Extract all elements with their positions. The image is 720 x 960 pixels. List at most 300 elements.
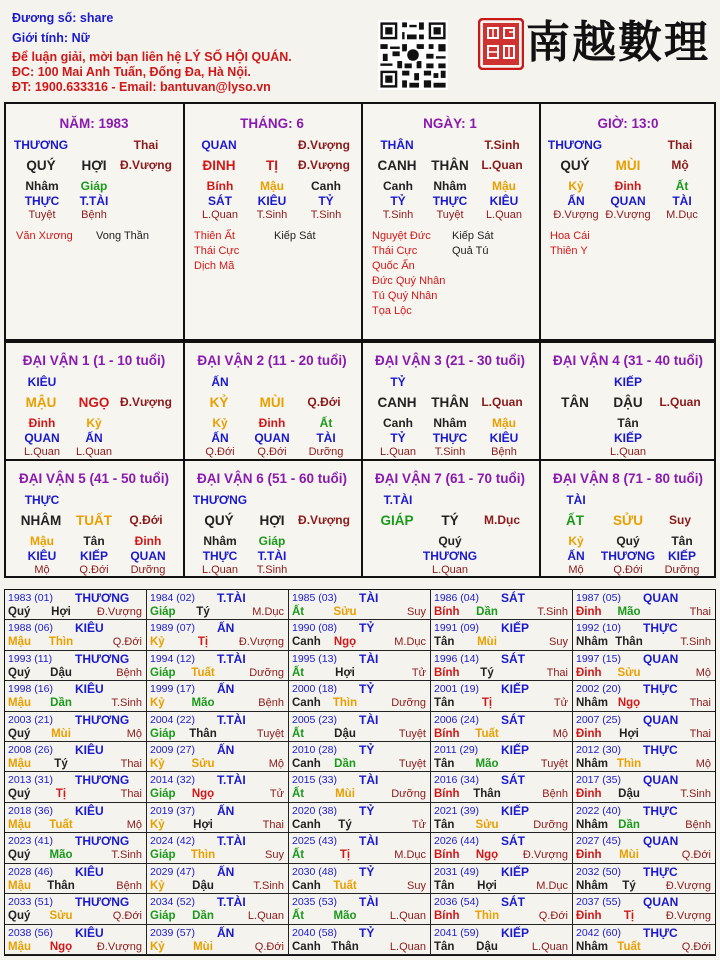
- year-label: 2031 (49): [434, 865, 479, 878]
- pillar-title: GIỜ: 13:0: [597, 116, 659, 131]
- year-stage: Mộ: [126, 727, 142, 740]
- year-stage: Bệnh: [116, 666, 142, 679]
- year-stem: Ất: [292, 727, 305, 740]
- year-branch: Thìn: [616, 758, 642, 771]
- hidden-god: QUAN: [24, 431, 60, 445]
- hidden-god: KIÊU: [27, 549, 57, 563]
- year-star: TÀI: [359, 712, 379, 727]
- year-stage: T.Sinh: [111, 849, 142, 862]
- year-star: THỰC: [643, 864, 678, 879]
- year-stem: Tân: [434, 940, 455, 953]
- year-cell: [289, 894, 431, 924]
- hidden-stage: L.Quan: [431, 564, 469, 576]
- hidden-stage: Tuyệt: [436, 209, 464, 221]
- year-stage: Đ.Vượng: [238, 636, 284, 649]
- stage-label: Đ.Vượng: [298, 138, 350, 152]
- year-label: 1990 (08): [292, 622, 337, 635]
- year-branch: Mão: [49, 849, 73, 862]
- year-stage: Mộ: [695, 758, 711, 771]
- year-star: ẤN: [217, 743, 235, 758]
- year-label: 2007 (25): [576, 713, 621, 726]
- hidden-god: KIẾP: [79, 549, 109, 563]
- year-star: TỶ: [359, 864, 375, 879]
- year-branch: Dần: [50, 697, 72, 710]
- year-cell: [5, 681, 147, 711]
- dai-van-god: THƯƠNG: [192, 493, 248, 507]
- year-stage: Dưỡng: [249, 666, 284, 679]
- hidden-stem: Bính: [206, 179, 234, 193]
- year-stage: Thai: [689, 606, 711, 618]
- year-stem: Nhâm: [576, 636, 608, 649]
- stage-label: Thai: [133, 138, 159, 152]
- year-stage: Thai: [120, 788, 142, 801]
- year-stem: Ất: [292, 666, 305, 679]
- year-stem: Đinh: [576, 788, 602, 801]
- hidden-stage: Tuyệt: [28, 209, 56, 221]
- hidden-god: QUAN: [254, 431, 290, 445]
- year-stage: M.Dục: [394, 636, 426, 649]
- year-branch: Thìn: [332, 697, 358, 710]
- year-stem: Kỷ: [150, 879, 165, 892]
- year-stem: Mậu: [8, 697, 31, 710]
- hidden-god: THỰC: [24, 194, 60, 208]
- year-stem: Bính: [434, 606, 460, 618]
- year-cell: [573, 925, 715, 955]
- year-label: 2030 (48): [292, 865, 337, 878]
- year-cell: [573, 833, 715, 863]
- year-stem: Mậu: [8, 758, 31, 771]
- pillar-4: [540, 104, 718, 339]
- year-star: THƯƠNG: [75, 895, 130, 910]
- hidden-god: T.TÀI: [257, 549, 287, 563]
- year-branch: Ngọ: [49, 940, 73, 953]
- year-label: 2027 (45): [576, 835, 621, 848]
- hidden-stage: L.Quan: [201, 209, 239, 221]
- year-branch: Tuất: [617, 940, 641, 953]
- year-cell: [431, 681, 573, 711]
- year-stem: Kỷ: [150, 697, 165, 710]
- year-stage: Suy: [265, 849, 284, 862]
- dai-van-title: ĐẠI VẬN 6 (51 - 60 tuổi): [196, 471, 348, 486]
- year-branch: Hợi: [619, 727, 639, 740]
- year-stem: Nhâm: [576, 697, 608, 710]
- year-star: TỶ: [359, 743, 375, 758]
- hidden-stem: Đinh: [258, 416, 286, 430]
- hidden-stage: Đ.Vượng: [605, 209, 651, 221]
- year-stem: Quý: [8, 788, 31, 801]
- year-label: 1986 (04): [434, 592, 479, 604]
- year-star: QUAN: [643, 773, 679, 788]
- year-cell: [289, 772, 431, 802]
- hidden-stem: Canh: [383, 179, 413, 193]
- hidden-stage: T.Sinh: [382, 209, 414, 221]
- branch-status: Q.Đới: [129, 513, 163, 527]
- year-cell: [289, 620, 431, 650]
- year-label: 1998 (16): [8, 683, 53, 696]
- hidden-stage: Q.Đới: [79, 564, 109, 576]
- year-star: KIÊU: [75, 682, 104, 697]
- hidden-god: SÁT: [208, 194, 232, 208]
- year-star: THƯƠNG: [75, 773, 130, 788]
- year-branch: Dậu: [476, 940, 498, 953]
- year-stage: T.Sinh: [253, 879, 284, 892]
- year-label: 2016 (34): [434, 774, 479, 787]
- stage-label: T.Sinh: [484, 138, 520, 152]
- gender-line: Giới tính: Nữ: [12, 31, 90, 45]
- year-stem: Đinh: [576, 849, 602, 862]
- hidden-stage: L.Quan: [201, 564, 239, 576]
- year-label: 2036 (54): [434, 896, 479, 909]
- hidden-stem: Mậu: [260, 179, 284, 193]
- hidden-god: KIÊU: [489, 194, 519, 208]
- hidden-stage: L.Quan: [485, 209, 523, 221]
- dai-van-title: ĐẠI VẬN 8 (71 - 80 tuổi): [552, 471, 704, 486]
- year-star: QUAN: [643, 834, 679, 849]
- year-stem: Bính: [434, 910, 460, 923]
- year-star: SÁT: [501, 591, 525, 605]
- year-cell: [431, 620, 573, 650]
- year-branch: Tị: [339, 849, 351, 862]
- year-label: 2000 (18): [292, 683, 337, 696]
- main-star: QUAN: [201, 138, 237, 152]
- year-star: KIẾP: [501, 925, 530, 940]
- hidden-stem: Tân: [83, 534, 105, 548]
- dai-van-1: [6, 343, 184, 459]
- hidden-god: THỰC: [432, 194, 468, 208]
- hidden-stem: Mậu: [30, 534, 54, 548]
- year-stage: Tuyệt: [398, 727, 426, 740]
- hidden-stem: Nhâm: [433, 179, 467, 193]
- year-cell: [289, 681, 431, 711]
- dai-van-2: [184, 343, 362, 459]
- year-cell: [147, 864, 289, 894]
- year-branch: Thìn: [190, 849, 216, 862]
- year-star: THỰC: [643, 621, 678, 636]
- year-stage: L.Quan: [531, 940, 568, 953]
- branch-status: L.Quan: [481, 395, 523, 409]
- year-star: ẤN: [217, 621, 235, 636]
- year-star: ẤN: [217, 682, 235, 697]
- hidden-god: TỶ: [390, 431, 406, 445]
- year-label: 1984 (02): [150, 592, 195, 604]
- year-stem: Kỷ: [150, 758, 165, 771]
- year-stage: L.Quan: [247, 910, 284, 923]
- year-stage: Suy: [407, 879, 426, 892]
- hidden-god: KIÊU: [257, 194, 287, 208]
- year-cell: [5, 651, 147, 681]
- year-label: 2032 (50): [576, 865, 621, 878]
- year-branch: Sửu: [333, 606, 357, 618]
- year-star: QUAN: [643, 895, 679, 910]
- hidden-stage: Mộ: [568, 564, 584, 576]
- year-label: 2025 (43): [292, 835, 337, 848]
- year-star: THƯƠNG: [75, 651, 130, 666]
- year-branch: Mão: [617, 606, 641, 618]
- hidden-god: TỶ: [318, 194, 334, 208]
- year-branch: Thân: [47, 879, 75, 892]
- year-star: KIÊU: [75, 621, 104, 636]
- year-star: SÁT: [501, 651, 525, 666]
- year-label: 2021 (39): [434, 804, 479, 817]
- year-cell: [573, 620, 715, 650]
- year-branch: Hợi: [51, 606, 71, 618]
- pillar-1: [6, 104, 184, 339]
- year-stem: Bính: [434, 727, 460, 740]
- bad-star: Kiếp Sát: [274, 230, 316, 242]
- qr-code-icon[interactable]: [378, 20, 448, 90]
- year-branch: Mùi: [619, 849, 639, 862]
- hidden-god: THƯƠNG: [422, 549, 478, 563]
- dai-van-title: ĐẠI VẬN 3 (21 - 30 tuổi): [374, 353, 526, 368]
- year-stem: Quý: [8, 727, 31, 740]
- hidden-stage: L.Quan: [609, 446, 647, 458]
- year-branch: Dậu: [334, 727, 356, 740]
- year-branch: Ngọ: [617, 697, 641, 710]
- bad-star: Kiếp Sát: [452, 230, 494, 242]
- branch-status: Đ.Vượng: [120, 395, 172, 409]
- good-star: Dịch Mã: [194, 260, 235, 272]
- year-label: 2033 (51): [8, 896, 53, 909]
- hidden-stem: Canh: [311, 179, 341, 193]
- year-stem: Quý: [8, 666, 31, 679]
- year-cell: [573, 590, 715, 620]
- hidden-stem: Canh: [383, 416, 413, 430]
- year-stem: Giáp: [150, 910, 176, 923]
- year-branch: Thân: [331, 940, 359, 953]
- year-branch: Tị: [623, 910, 635, 923]
- year-star: TÀI: [359, 834, 379, 849]
- heavenly-stem: NHÂM: [20, 513, 62, 528]
- year-star: KIẾP: [501, 803, 530, 818]
- good-star: Văn Xương: [16, 230, 73, 242]
- year-label: 2010 (28): [292, 744, 337, 757]
- year-stem: Ất: [292, 606, 305, 618]
- hidden-stem: Kỷ: [212, 416, 228, 430]
- hidden-stem: Ất: [675, 179, 689, 193]
- year-star: T.TÀI: [217, 834, 246, 849]
- year-label: 1987 (05): [576, 592, 621, 604]
- year-stage: Tuyệt: [398, 758, 426, 771]
- hidden-stage: T.Sinh: [256, 209, 288, 221]
- pillar-title: THÁNG: 6: [240, 116, 304, 131]
- dai-van-8: [540, 461, 718, 577]
- year-branch: Dậu: [50, 666, 72, 679]
- year-stage: Q.Đới: [112, 636, 142, 649]
- year-cell: [289, 590, 431, 620]
- year-cell: [147, 590, 289, 620]
- hidden-god: KIẾP: [613, 431, 643, 445]
- year-label: 2041 (59): [434, 926, 479, 939]
- year-cell: [573, 651, 715, 681]
- year-label: 2022 (40): [576, 804, 621, 817]
- year-stem: Nhâm: [576, 758, 608, 771]
- year-label: 2034 (52): [150, 896, 195, 909]
- dai-van-god: ẤN: [211, 375, 229, 389]
- hidden-stem: Tân: [617, 416, 639, 430]
- year-branch: Tý: [196, 606, 210, 618]
- hidden-stem: Kỷ: [86, 416, 102, 430]
- heavenly-stem: KỶ: [209, 395, 229, 410]
- hidden-god: TỶ: [390, 194, 406, 208]
- year-label: 2024 (42): [150, 835, 195, 848]
- year-cell: [5, 925, 147, 955]
- hidden-stage: Dưỡng: [308, 446, 344, 458]
- year-cell: [147, 803, 289, 833]
- year-stage: Dưỡng: [533, 818, 568, 831]
- year-label: 2013 (31): [8, 774, 53, 787]
- hidden-stem: Nhâm: [203, 534, 237, 548]
- year-branch: Mão: [191, 697, 215, 710]
- heavenly-stem: GIÁP: [380, 513, 414, 528]
- heavenly-stem: ẤT: [566, 513, 584, 528]
- dai-van-god: TÀI: [566, 493, 586, 507]
- year-label: 2003 (21): [8, 713, 53, 726]
- year-label: 1991 (09): [434, 622, 479, 635]
- earthly-branch: DẬU: [613, 395, 643, 410]
- earthly-branch: THÂN: [431, 158, 469, 173]
- earthly-branch: HỢI: [81, 158, 107, 173]
- year-stage: Mộ: [695, 666, 711, 679]
- heavenly-stem: MẬU: [25, 395, 57, 410]
- year-cell: [431, 590, 573, 620]
- hidden-stage: Đ.Vượng: [553, 209, 599, 221]
- year-stem: Ất: [292, 788, 305, 801]
- earthly-branch: MÙI: [259, 395, 285, 410]
- hidden-god: THƯƠNG: [600, 549, 656, 563]
- year-cell: [573, 681, 715, 711]
- hidden-god: KIẾP: [667, 549, 697, 563]
- good-star: Tú Quý Nhân: [372, 290, 438, 302]
- heavenly-stem: QUÝ: [204, 513, 234, 528]
- year-cell: [289, 712, 431, 742]
- year-stage: Tử: [553, 697, 568, 710]
- year-stem: Tân: [434, 758, 455, 771]
- year-stage: M.Dục: [394, 849, 426, 862]
- year-branch: Thân: [189, 727, 217, 740]
- year-branch: Ngọ: [475, 849, 499, 862]
- header: [0, 0, 720, 100]
- year-stage: Mộ: [126, 818, 142, 831]
- year-stage: Đ.Vượng: [96, 606, 142, 618]
- good-star: Đức Quý Nhân: [372, 275, 446, 287]
- hidden-god: ẤN: [567, 194, 585, 208]
- year-stem: Giáp: [150, 849, 176, 862]
- hidden-stem: Mậu: [492, 179, 516, 193]
- hidden-stage: Mộ: [34, 564, 50, 576]
- year-cell: [431, 712, 573, 742]
- year-branch: Mùi: [335, 788, 355, 801]
- phone-email-line: ĐT: 1900.633316 - Email: bantuvan@lyso.vn: [12, 80, 271, 94]
- year-label: 2005 (23): [292, 713, 337, 726]
- dai-van-7: [362, 461, 540, 577]
- hidden-stem: Mậu: [492, 416, 516, 430]
- year-cell: [431, 742, 573, 772]
- year-stage: Thai: [689, 727, 711, 740]
- year-cell: [147, 742, 289, 772]
- earthly-branch: TÝ: [441, 513, 459, 528]
- year-star: ẤN: [217, 803, 235, 818]
- year-label: 2029 (47): [150, 865, 195, 878]
- year-branch: Tuất: [333, 879, 357, 892]
- year-branch: Mão: [333, 910, 357, 923]
- hidden-god: QUAN: [610, 194, 646, 208]
- hidden-god: TÀI: [316, 431, 336, 445]
- year-stage: Thai: [262, 818, 284, 831]
- dai-van-title: ĐẠI VẬN 5 (41 - 50 tuổi): [18, 471, 170, 486]
- year-star: KIẾP: [501, 682, 530, 697]
- year-label: 2042 (60): [576, 926, 621, 939]
- year-branch: Tị: [197, 636, 209, 649]
- year-star: TỶ: [359, 803, 375, 818]
- year-branch: Thìn: [48, 636, 74, 649]
- year-branch: Tý: [338, 818, 352, 831]
- year-cell: [5, 772, 147, 802]
- year-branch: Mùi: [477, 636, 497, 649]
- year-star: THƯƠNG: [75, 591, 130, 605]
- year-branch: Thân: [473, 788, 501, 801]
- year-label: 2009 (27): [150, 744, 195, 757]
- year-cell: [5, 742, 147, 772]
- year-stem: Đinh: [576, 910, 602, 923]
- year-label: 1999 (17): [150, 683, 195, 696]
- earthly-branch: NGỌ: [78, 395, 110, 410]
- earthly-branch: TỊ: [266, 158, 278, 173]
- year-label: 1983 (01): [8, 592, 53, 604]
- good-star: Thái Cực: [372, 245, 418, 257]
- year-star: T.TÀI: [217, 591, 246, 605]
- hidden-god: QUAN: [130, 549, 166, 563]
- year-star: KIÊU: [75, 864, 104, 879]
- year-stage: Tuyệt: [540, 758, 568, 771]
- hidden-stage: Dưỡng: [664, 564, 700, 576]
- good-star: Thái Cực: [194, 245, 240, 257]
- year-branch: Thìn: [474, 910, 500, 923]
- year-label: 2039 (57): [150, 926, 195, 939]
- heavenly-stem: ĐINH: [202, 158, 236, 173]
- hidden-stage: Bệnh: [491, 446, 517, 458]
- year-star: ẤN: [217, 864, 235, 879]
- year-stage: T.Sinh: [111, 697, 142, 710]
- dai-van-god: T.TÀI: [383, 493, 413, 507]
- brand-title: 南越數理: [526, 18, 710, 67]
- hidden-stage: T.Sinh: [434, 446, 466, 458]
- year-stem: Canh: [292, 818, 321, 831]
- hidden-stage: T.Sinh: [310, 209, 342, 221]
- branch-status: Đ.Vượng: [298, 158, 350, 172]
- year-branch: Dậu: [192, 879, 214, 892]
- year-label: 2004 (22): [150, 713, 195, 726]
- year-stem: Nhâm: [576, 879, 608, 892]
- year-stem: Tân: [434, 697, 455, 710]
- year-star: QUAN: [643, 591, 679, 605]
- year-star: THỰC: [643, 803, 678, 818]
- main-star: THƯƠNG: [13, 138, 69, 152]
- year-stage: Bệnh: [116, 879, 142, 892]
- year-stem: Quý: [8, 849, 31, 862]
- year-stage: Suy: [407, 606, 426, 618]
- pillar-title: NGÀY: 1: [423, 116, 477, 131]
- year-cell: [573, 894, 715, 924]
- year-stage: Tử: [411, 818, 426, 831]
- year-label: 2002 (20): [576, 683, 621, 696]
- year-stem: Bính: [434, 788, 460, 801]
- year-stem: Đinh: [576, 666, 602, 679]
- year-stem: Canh: [292, 636, 321, 649]
- year-stage: Đ.Vượng: [522, 849, 568, 862]
- year-stage: M.Dục: [536, 879, 568, 892]
- year-cell: [5, 864, 147, 894]
- year-star: KIÊU: [75, 925, 104, 940]
